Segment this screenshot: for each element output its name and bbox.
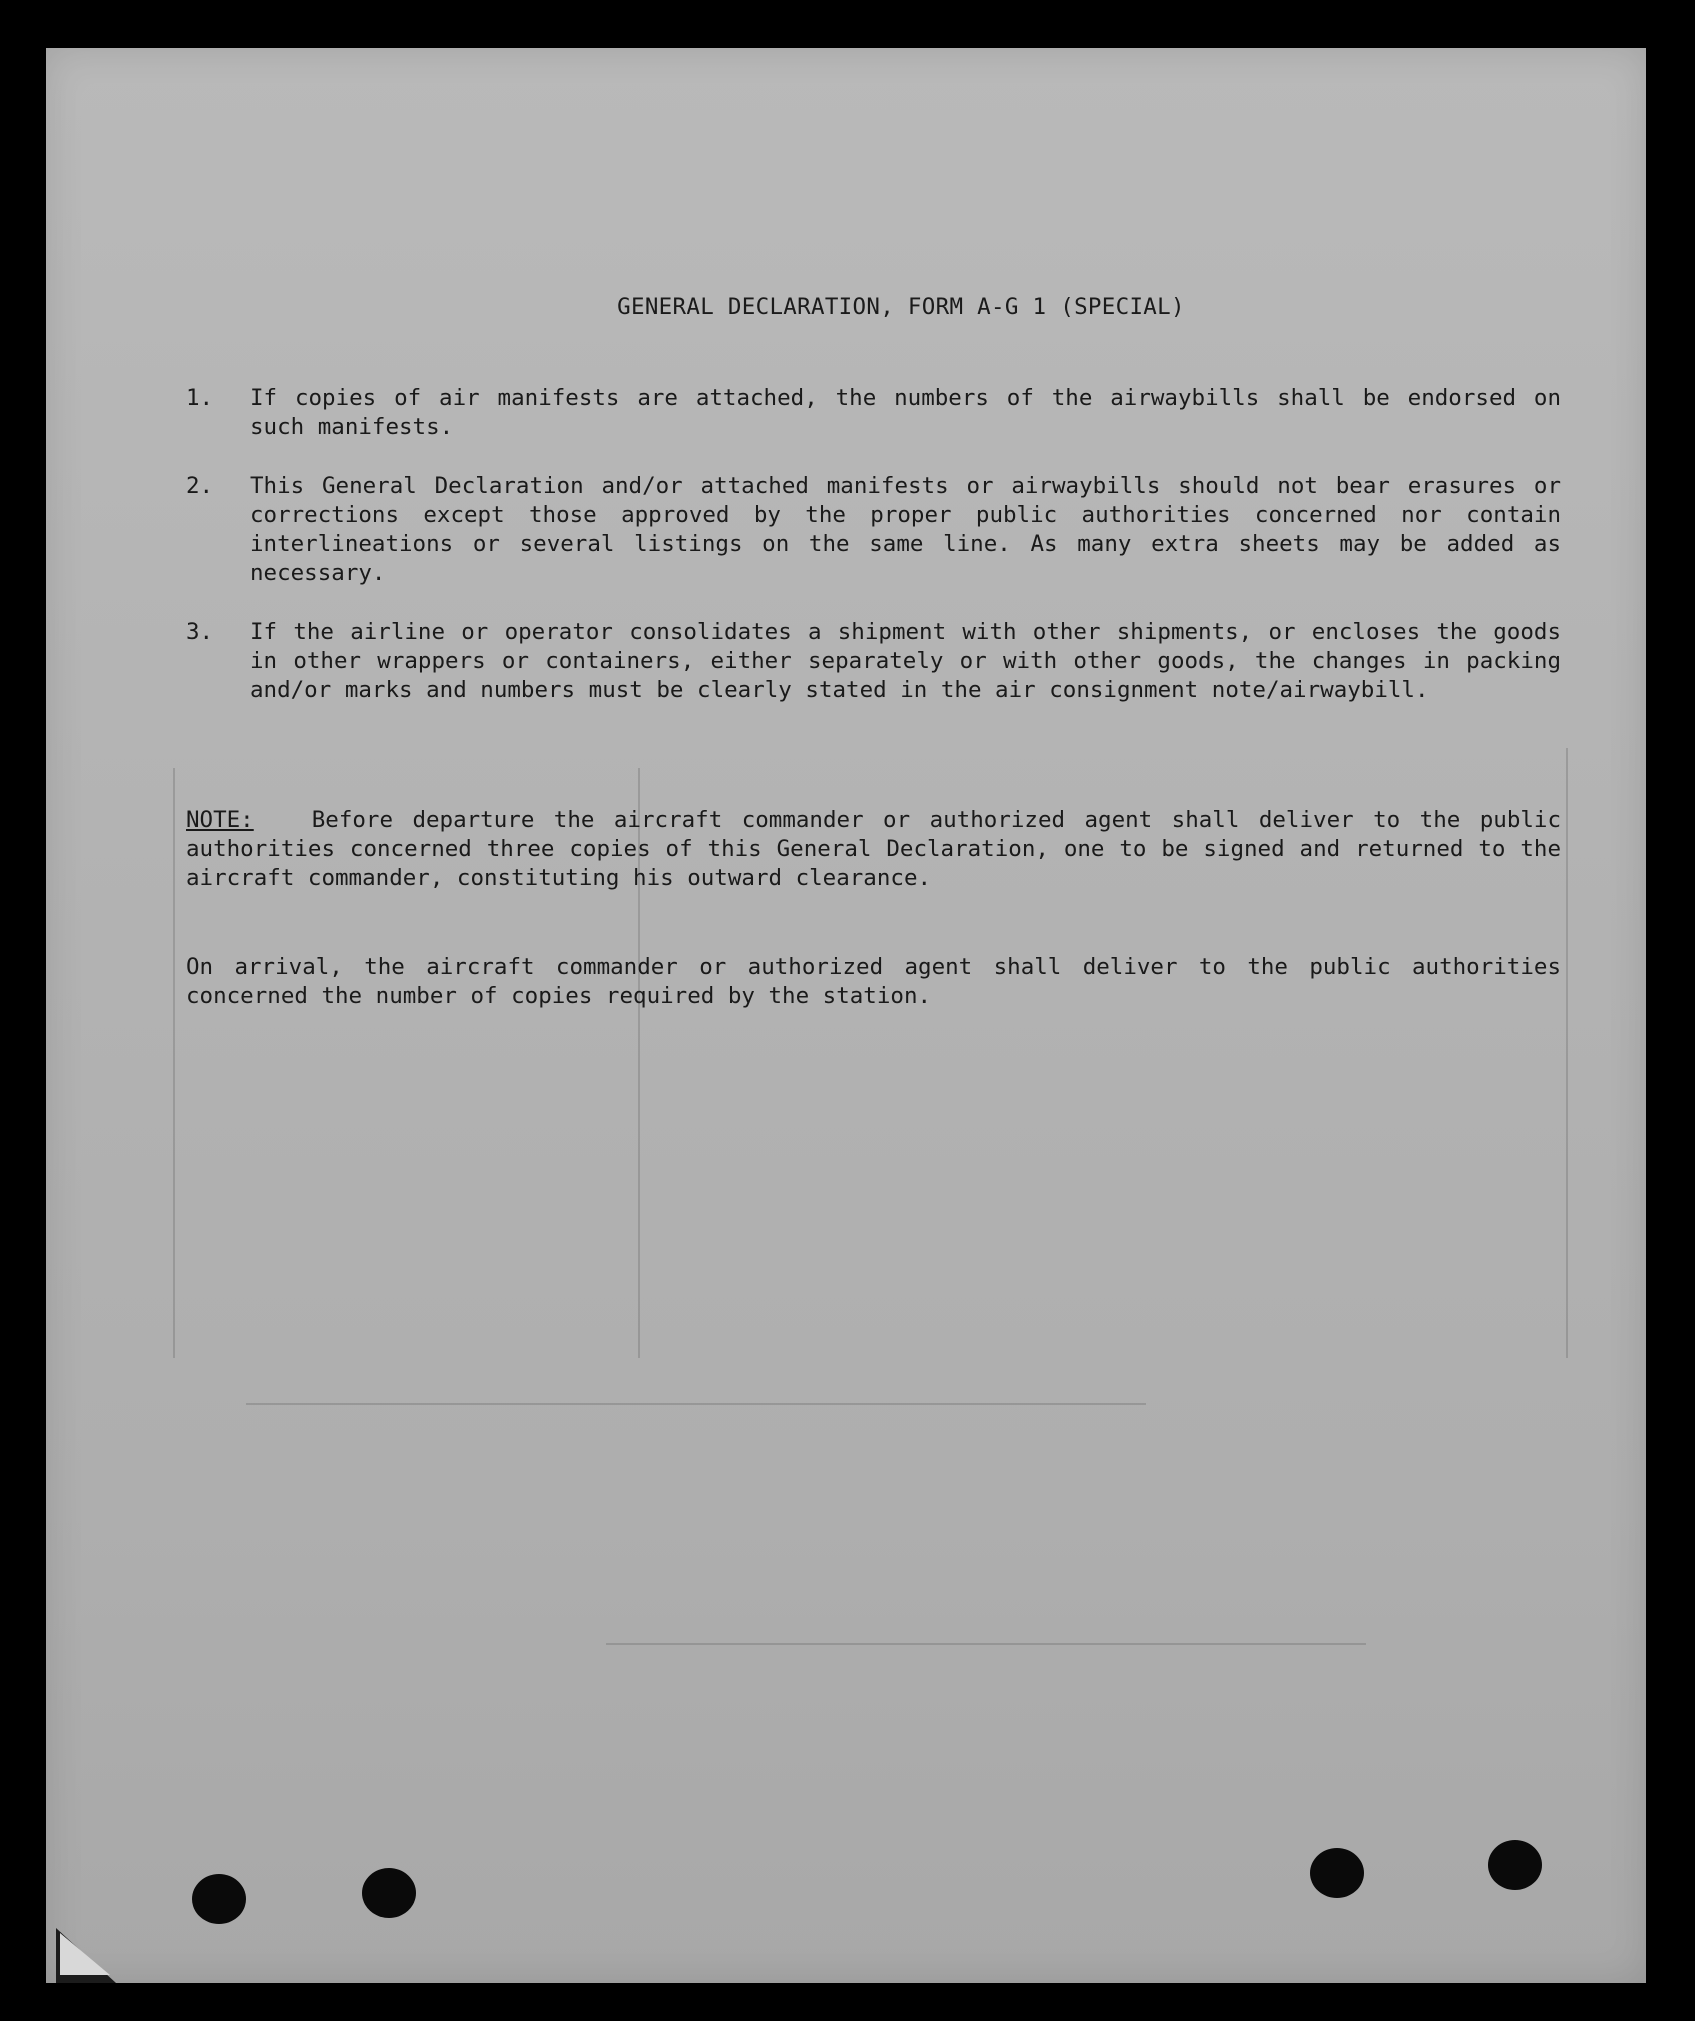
note-paragraph bbox=[186, 806, 1561, 893]
document-title: GENERAL DECLARATION, FORM A-G 1 (SPECIAL) bbox=[617, 294, 1185, 320]
punch-hole bbox=[362, 1868, 416, 1918]
item-text: If copies of air manifests are attached, the numbers of the airwaybills shall be endorsed on such manifests. bbox=[250, 385, 1561, 440]
item-text: This General Declaration and/or attached manifests or airwaybills should not bear erasures or corrections except those approved by the proper public authorities concerned nor contain interlineations or several listings on the same line. As many extra sheets may be added as necessary. bbox=[250, 473, 1561, 586]
folded-corner-highlight bbox=[60, 1933, 110, 1975]
show-through-line bbox=[173, 768, 175, 1358]
show-through-line bbox=[606, 1643, 1366, 1645]
arrival-paragraph: On arrival, the aircraft commander or authorized agent shall deliver to the public authorities concerned the number of copies required by the station. bbox=[186, 954, 1561, 1009]
punch-hole bbox=[1488, 1840, 1542, 1890]
show-through-line bbox=[1566, 748, 1568, 1358]
punch-hole bbox=[192, 1874, 246, 1924]
item-number: 2. bbox=[186, 473, 214, 499]
instruction-item-1 bbox=[186, 384, 1561, 442]
item-text: If the airline or operator consolidates a shipment with other shipments, or encloses the goods in other wrappers or containers, either separately or with other goods, the changes in packing and/or marks and numbers must be clearly stated in the air consignment note/airwaybill. bbox=[250, 619, 1561, 703]
punch-hole bbox=[1310, 1848, 1364, 1898]
note-text: Before departure the aircraft commander or authorized agent shall deliver to the public authorities concerned three copies of this General Declaration, one to be signed and returned to the aircraft commander, constituting his outward clearance. bbox=[186, 807, 1561, 891]
show-through-line bbox=[246, 1403, 1146, 1405]
document-page bbox=[46, 48, 1646, 1983]
instruction-item-3 bbox=[186, 618, 1561, 705]
item-number: 3. bbox=[186, 619, 214, 645]
note-label: NOTE: bbox=[186, 807, 254, 833]
item-number: 1. bbox=[186, 385, 214, 411]
instruction-item-2 bbox=[186, 472, 1561, 588]
